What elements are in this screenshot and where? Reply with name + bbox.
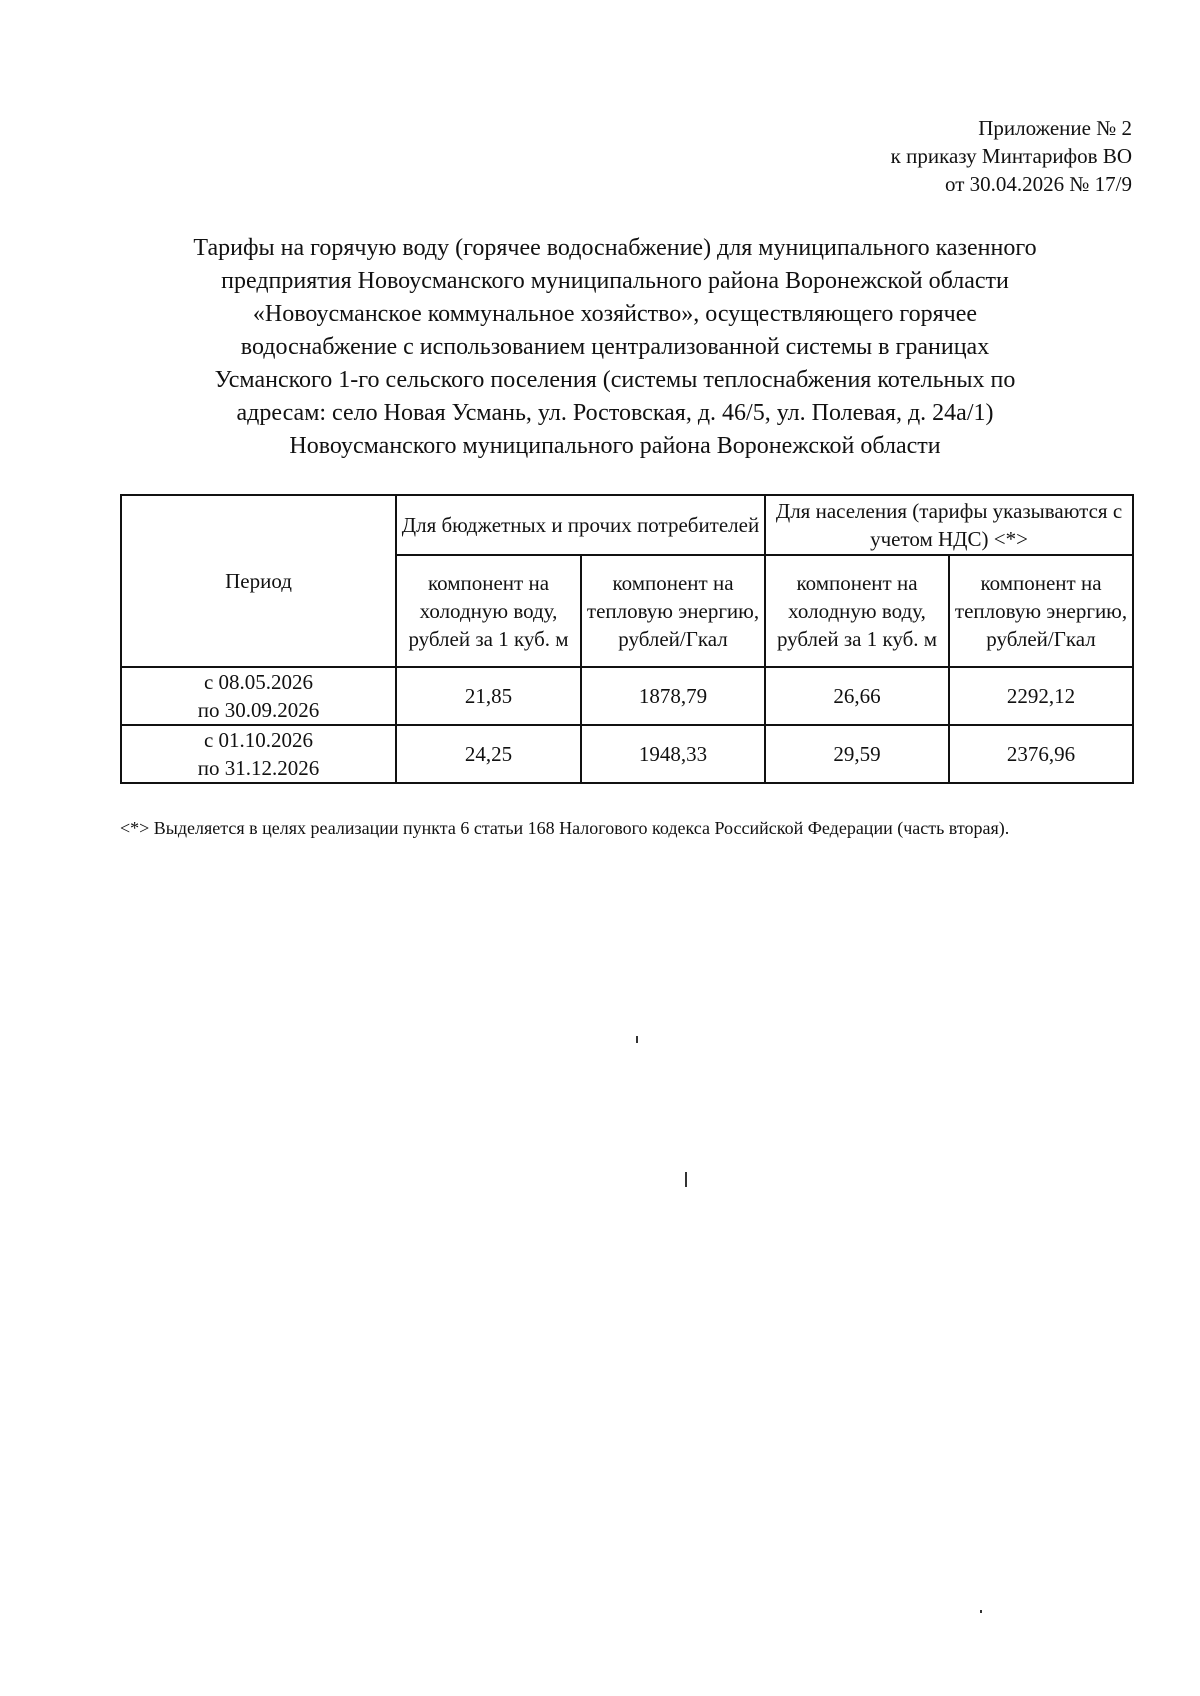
- title-line: Тарифы на горячую воду (горячее водоснабжение) для муниципального казенного: [193, 235, 1037, 261]
- period-to: по 31.12.2026: [197, 756, 320, 780]
- tariff-value: 1878,79: [581, 667, 765, 725]
- period-header: Период: [121, 495, 396, 667]
- title-line: Новоусманского муниципального района Воронежской области: [289, 433, 941, 459]
- thermal-energy-component-header: компонент на тепловую энергию, рублей/Гкал: [581, 555, 765, 667]
- tariff-value: 21,85: [396, 667, 581, 725]
- period-cell: [121, 667, 396, 725]
- tariff-table: [120, 494, 1134, 784]
- tariff-value: 2376,96: [949, 725, 1133, 783]
- table-header-row: [121, 495, 1133, 555]
- title-line: «Новоусманское коммунальное хозяйство», осуществляющего горячее: [252, 301, 978, 327]
- cold-water-component-header: компонент на холодную воду, рублей за 1 куб. м: [396, 555, 581, 667]
- footnote: <*> Выделяется в целях реализации пункта 6 статьи 168 Налогового кодекса Российской Федерации (часть вторая).: [120, 818, 1010, 838]
- tariff-value: 29,59: [765, 725, 949, 783]
- budget-consumers-header: Для бюджетных и прочих потребителей: [396, 495, 765, 555]
- tariff-value: 2292,12: [949, 667, 1133, 725]
- scan-artifact-mark: [685, 1172, 687, 1187]
- thermal-energy-component-header: компонент на тепловую энергию, рублей/Гкал: [949, 555, 1133, 667]
- title-line: Усманского 1-го сельского поселения (системы теплоснабжения котельных по: [214, 367, 1016, 393]
- order-date-number: от 30.04.2026 № 17/9: [944, 172, 1132, 196]
- period-cell: [121, 725, 396, 783]
- tariff-value: 26,66: [765, 667, 949, 725]
- table-row: [121, 725, 1133, 783]
- title-line: адресам: село Новая Усмань, ул. Ростовская, д. 46/5, ул. Полевая, д. 24а/1): [236, 400, 994, 426]
- period-from: с 01.10.2026: [203, 728, 314, 752]
- period-to: по 30.09.2026: [197, 698, 320, 722]
- title-line: водоснабжение с использованием централизованной системы в границах: [240, 334, 990, 360]
- title-line: предприятия Новоусманского муниципального района Воронежской области: [221, 268, 1009, 294]
- appendix-number: Приложение № 2: [978, 116, 1132, 140]
- scan-artifact-mark: [980, 1610, 982, 1613]
- period-from: с 08.05.2026: [203, 670, 314, 694]
- document-title: [110, 232, 1120, 463]
- tariff-value: 1948,33: [581, 725, 765, 783]
- table-row: [121, 667, 1133, 725]
- cold-water-component-header: компонент на холодную воду, рублей за 1 куб. м: [765, 555, 949, 667]
- order-reference: к приказу Минтарифов ВО: [890, 144, 1132, 168]
- tariff-value: 24,25: [396, 725, 581, 783]
- scan-artifact-mark: [636, 1036, 638, 1043]
- population-header: Для населения (тарифы указываются с учетом НДС) <*>: [765, 495, 1133, 555]
- appendix-reference: [891, 114, 1132, 198]
